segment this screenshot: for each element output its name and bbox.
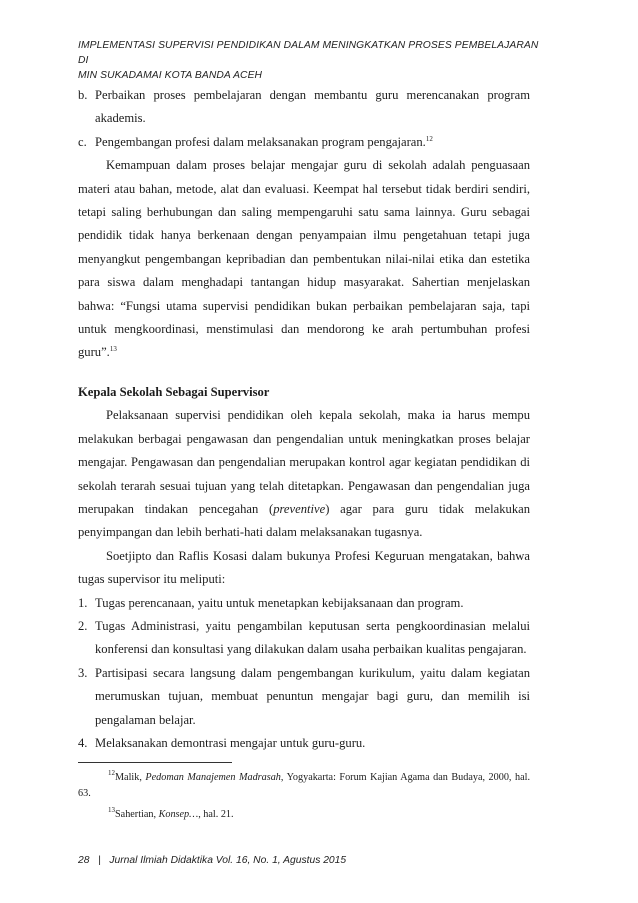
section-heading: Kepala Sekolah Sebagai Supervisor bbox=[78, 384, 270, 399]
paragraph-text: ) agar para guru tidak melakukan penyimpangan dan lebih berhati-hati dalam melaksanakan tugasnya. bbox=[78, 501, 530, 540]
paragraph bbox=[78, 154, 530, 365]
footnote-text: , hal. 21. bbox=[198, 809, 234, 820]
list-text: Tugas Administrasi, yaitu pengambilan keputusan serta pengkoordinasian melalui konferensi dan konsultasi yang dilakukan dalam usaha perbaikan kualitas pengajaran. bbox=[95, 618, 530, 657]
list-marker: 3. bbox=[78, 665, 88, 680]
footnote-text: Sahertian, bbox=[115, 809, 159, 820]
header-line-2: MIN SUKADAMAI KOTA BANDA ACEH bbox=[78, 70, 263, 81]
list-item bbox=[78, 131, 530, 154]
footnote-title: Pedoman Manajemen Madrasah bbox=[145, 772, 281, 783]
list-text: Tugas perencanaan, yaitu untuk menetapkan kebijaksanaan dan program. bbox=[95, 595, 464, 610]
list-marker: 4. bbox=[78, 735, 88, 750]
footnote-number: 13 bbox=[108, 806, 115, 814]
list-text: Pengembangan profesi dalam melaksanakan program pengajaran. bbox=[95, 134, 426, 149]
running-header bbox=[78, 38, 548, 83]
footnote bbox=[78, 807, 530, 823]
paragraph-text: Kemampuan dalam proses belajar mengajar guru di sekolah adalah penguasaan materi atau bahan, metode, alat dan evaluasi. Keempat hal tersebut tidak berdiri sendiri, tetapi saling berhubungan dan saling mempengaruhi satu sama lainnya. Guru sebagai pendidik tidak hanya berkenaan dengan penyampaian ilmu pengetahuan tetapi juga menyangkut pengembangan kepribadian dan pembentukan nilai-nilai etika dan estetika para siswa dalam menghadapi tantangan hidup masyarakat. Sahertian menjelaskan bahwa: “Fungsi utama supervisi pendidikan bukan perbaikan pembelajaran saja, tapi untuk mengkoordinasi, menstimulasi dan mendorong ke arah pertumbuhan profesi guru”. bbox=[78, 158, 530, 360]
list-text: Melaksanakan demontrasi mengajar untuk guru-guru. bbox=[95, 735, 366, 750]
footnote-number: 12 bbox=[108, 769, 115, 777]
list-item bbox=[78, 732, 530, 755]
running-footer bbox=[78, 855, 346, 866]
paragraph-text: Pelaksanaan supervisi pendidikan oleh kepala sekolah, maka ia harus mempu melakukan berbagai pengawasan dan pengendalian untuk meningkatkan proses belajar mengajar. Pengawasan dan pengendalian merupakan kontrol agar kegiatan pendidikan di sekolah terarah sesuai tujuan yang telah ditetapkan. Pengawasan dan pengendalian juga merupakan tindakan pencegahan ( bbox=[78, 408, 530, 516]
journal-name: Jurnal Ilmiah Didaktika Vol. 16, No. 1, Agustus 2015 bbox=[109, 855, 347, 866]
list-text: Partisipasi secara langsung dalam pengembangan kurikulum, yaitu dalam kegiatan merumuskan tujuan, membuat penuntun mengajar bagi guru, dan memilih isi pengalaman belajar. bbox=[95, 665, 530, 727]
list-item bbox=[78, 662, 530, 732]
footnote bbox=[78, 770, 530, 801]
footnote-ref[interactable]: 13 bbox=[109, 345, 117, 354]
list-marker: 2. bbox=[78, 618, 88, 633]
list-marker: 1. bbox=[78, 595, 88, 610]
footer-separator: | bbox=[98, 855, 101, 866]
list-item bbox=[78, 615, 530, 662]
footnote-text: , Yogyakarta: Forum Kajian Agama dan Budaya, 2000, hal. 63. bbox=[78, 772, 530, 799]
list-text: Perbaikan proses pembelajaran dengan membantu guru merencanakan program akademis. bbox=[95, 88, 530, 126]
italic-term: preventive bbox=[273, 501, 326, 516]
footnote-divider bbox=[78, 762, 232, 763]
article-body bbox=[78, 84, 530, 755]
page-number: 28 bbox=[78, 855, 90, 866]
footnotes bbox=[78, 770, 530, 829]
list-marker: c. bbox=[78, 134, 87, 149]
footnote-text: Malik, bbox=[115, 772, 146, 783]
paragraph bbox=[78, 404, 530, 544]
list-item bbox=[78, 592, 530, 615]
list-marker: b. bbox=[78, 88, 88, 102]
footnote-ref[interactable]: 12 bbox=[425, 134, 433, 143]
paragraph: Soetjipto dan Raflis Kosasi dalam bukunya Profesi Keguruan mengatakan, bahwa tugas supervisor itu meliputi: bbox=[78, 548, 530, 587]
footnote-title: Konsep… bbox=[158, 809, 199, 820]
header-line-1: IMPLEMENTASI SUPERVISI PENDIDIKAN DALAM MENINGKATKAN PROSES PEMBELAJARAN DI bbox=[78, 40, 539, 66]
list-item bbox=[78, 84, 530, 131]
